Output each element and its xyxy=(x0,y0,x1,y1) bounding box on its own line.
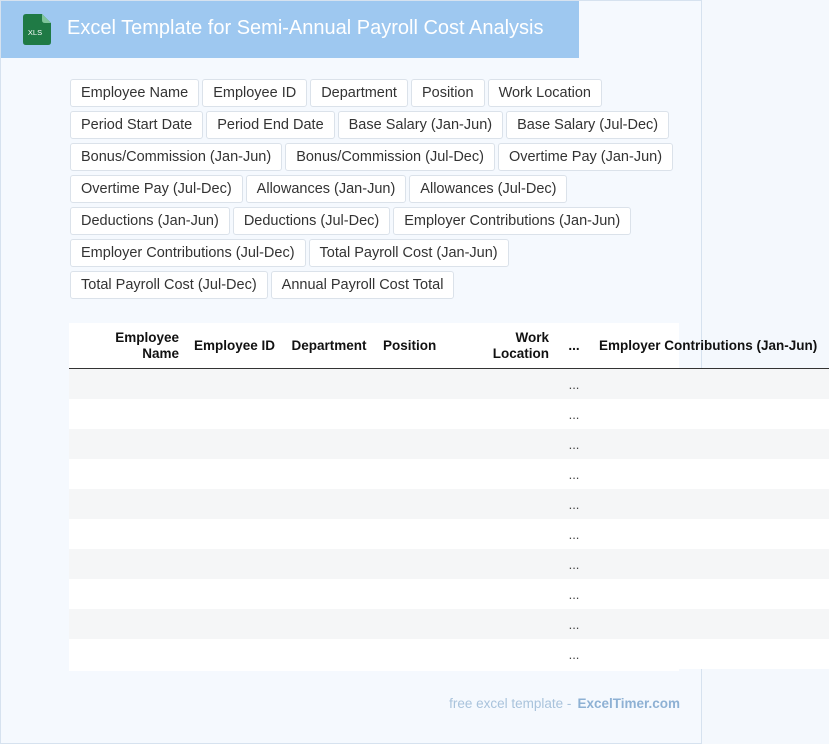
table-row xyxy=(69,459,829,489)
ellipsis-cell: ... xyxy=(555,369,593,400)
table-cell[interactable] xyxy=(455,549,555,579)
table-cell[interactable] xyxy=(377,399,455,429)
table-cell[interactable] xyxy=(185,489,281,519)
table-cell[interactable] xyxy=(281,489,377,519)
table-cell[interactable] xyxy=(593,369,829,400)
col-employer-contributions[interactable]: Employer Contributions (Jan-Jun) xyxy=(593,323,829,369)
table-row xyxy=(69,549,829,579)
excel-file-icon xyxy=(23,14,51,45)
field-tag: Position xyxy=(411,79,485,107)
table-cell[interactable] xyxy=(185,459,281,489)
table-row xyxy=(69,399,829,429)
table-cell[interactable] xyxy=(377,549,455,579)
ellipsis-cell: ... xyxy=(555,639,593,669)
footer-prefix: free excel template - xyxy=(449,696,572,711)
table-cell[interactable] xyxy=(455,609,555,639)
table-cell[interactable] xyxy=(593,579,829,609)
table-cell[interactable] xyxy=(185,579,281,609)
ellipsis-cell: ... xyxy=(555,399,593,429)
table-cell[interactable] xyxy=(455,579,555,609)
table-cell[interactable] xyxy=(281,369,377,400)
field-tag: Work Location xyxy=(488,79,602,107)
table-cell[interactable] xyxy=(281,399,377,429)
table-cell[interactable] xyxy=(281,579,377,609)
table-row xyxy=(69,639,829,669)
table-cell[interactable] xyxy=(455,519,555,549)
table-cell[interactable] xyxy=(455,489,555,519)
field-tag: Base Salary (Jan-Jun) xyxy=(338,111,503,139)
table-header-row xyxy=(69,323,829,369)
table-row xyxy=(69,429,829,459)
ellipsis-cell: ... xyxy=(555,459,593,489)
table-cell[interactable] xyxy=(455,399,555,429)
table-cell[interactable] xyxy=(377,609,455,639)
table-row xyxy=(69,609,829,639)
table-cell[interactable] xyxy=(281,459,377,489)
table-cell[interactable] xyxy=(185,519,281,549)
table-row xyxy=(69,369,829,400)
table-cell[interactable] xyxy=(593,459,829,489)
field-tag: Period End Date xyxy=(206,111,334,139)
col-department[interactable]: Department xyxy=(281,323,377,369)
table-row xyxy=(69,489,829,519)
field-tag: Employee ID xyxy=(202,79,307,107)
table-cell[interactable] xyxy=(69,549,185,579)
ellipsis-cell: ... xyxy=(555,489,593,519)
field-tag: Annual Payroll Cost Total xyxy=(271,271,455,299)
table-cell[interactable] xyxy=(185,609,281,639)
field-tag: Bonus/Commission (Jan-Jun) xyxy=(70,143,282,171)
table-cell[interactable] xyxy=(69,639,185,669)
table-cell[interactable] xyxy=(455,429,555,459)
table-cell[interactable] xyxy=(69,369,185,400)
col-position[interactable]: Position xyxy=(377,323,455,369)
table-body xyxy=(69,369,829,670)
field-tag: Period Start Date xyxy=(70,111,203,139)
footer-credit xyxy=(449,696,680,711)
table-cell[interactable] xyxy=(69,429,185,459)
table-cell[interactable] xyxy=(377,459,455,489)
table-cell[interactable] xyxy=(377,519,455,549)
table-cell[interactable] xyxy=(185,399,281,429)
field-tag: Allowances (Jan-Jun) xyxy=(246,175,407,203)
col-ellipsis: ... xyxy=(555,323,593,369)
col-work-location[interactable]: Work Location xyxy=(455,323,555,369)
ellipsis-cell: ... xyxy=(555,609,593,639)
table-cell[interactable] xyxy=(281,639,377,669)
template-table xyxy=(69,323,818,671)
table-cell[interactable] xyxy=(455,459,555,489)
field-tag: Total Payroll Cost (Jul-Dec) xyxy=(70,271,268,299)
table-cell[interactable] xyxy=(593,639,829,669)
ellipsis-cell: ... xyxy=(555,519,593,549)
table-cell[interactable] xyxy=(281,429,377,459)
page-title: Excel Template for Semi-Annual Payroll Cost Analysis xyxy=(67,17,544,39)
field-tag: Bonus/Commission (Jul-Dec) xyxy=(285,143,495,171)
table-cell[interactable] xyxy=(593,399,829,429)
table-cell[interactable] xyxy=(69,609,185,639)
table-cell[interactable] xyxy=(69,489,185,519)
ellipsis-cell: ... xyxy=(555,429,593,459)
table-cell[interactable] xyxy=(69,459,185,489)
field-tag: Deductions (Jan-Jun) xyxy=(70,207,230,235)
table-cell[interactable] xyxy=(593,489,829,519)
table-cell[interactable] xyxy=(69,519,185,549)
table-cell[interactable] xyxy=(593,549,829,579)
field-tag: Employer Contributions (Jan-Jun) xyxy=(393,207,631,235)
table-cell[interactable] xyxy=(593,429,829,459)
table-cell[interactable] xyxy=(281,609,377,639)
table-cell[interactable] xyxy=(593,609,829,639)
field-tag: Overtime Pay (Jan-Jun) xyxy=(498,143,673,171)
table-cell[interactable] xyxy=(185,549,281,579)
table-cell[interactable] xyxy=(185,639,281,669)
table-cell[interactable] xyxy=(185,429,281,459)
table-cell[interactable] xyxy=(69,399,185,429)
table-cell[interactable] xyxy=(185,369,281,400)
field-tag-list xyxy=(70,79,700,299)
table-cell[interactable] xyxy=(593,519,829,549)
col-employee-name[interactable]: Employee Name xyxy=(69,323,185,369)
field-tag: Employee Name xyxy=(70,79,199,107)
table-row xyxy=(69,519,829,549)
table-row xyxy=(69,579,829,609)
table-cell[interactable] xyxy=(377,579,455,609)
table-cell[interactable] xyxy=(377,639,455,669)
field-tag: Employer Contributions (Jul-Dec) xyxy=(70,239,306,267)
table-cell[interactable] xyxy=(377,429,455,459)
field-tag: Deductions (Jul-Dec) xyxy=(233,207,390,235)
field-tag: Department xyxy=(310,79,408,107)
table-cell[interactable] xyxy=(281,549,377,579)
title-banner xyxy=(1,1,579,58)
table-cell[interactable] xyxy=(377,369,455,400)
field-tag: Overtime Pay (Jul-Dec) xyxy=(70,175,243,203)
table-cell[interactable] xyxy=(455,369,555,400)
field-tag: Allowances (Jul-Dec) xyxy=(409,175,567,203)
col-employee-id[interactable]: Employee ID xyxy=(185,323,281,369)
table-cell[interactable] xyxy=(377,489,455,519)
footer-brand-link[interactable]: ExcelTimer.com xyxy=(577,696,680,711)
table-cell[interactable] xyxy=(281,519,377,549)
field-tag: Total Payroll Cost (Jan-Jun) xyxy=(309,239,509,267)
ellipsis-cell: ... xyxy=(555,549,593,579)
ellipsis-cell: ... xyxy=(555,579,593,609)
xls-icon-label: XLS xyxy=(27,28,43,37)
field-tag: Base Salary (Jul-Dec) xyxy=(506,111,669,139)
table-cell[interactable] xyxy=(455,639,555,669)
table-cell[interactable] xyxy=(69,579,185,609)
